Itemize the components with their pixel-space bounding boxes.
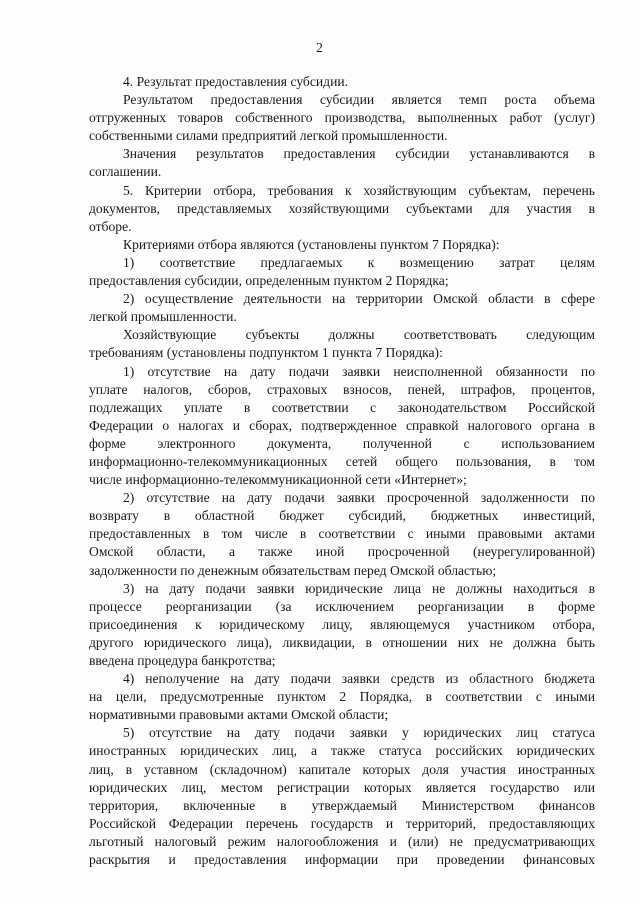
text-line: введена процедура банкротства; bbox=[89, 653, 276, 668]
text-line: документов, представляемых хозяйствующими субъектами для участия в bbox=[89, 200, 595, 216]
text-line: Значения результатов предоставления субсидии устанавливаются в bbox=[123, 146, 595, 162]
text-line: 4) неполучение на дату подачи заявки средств из областного бюджета bbox=[123, 671, 595, 687]
text-line: процессе реорганизации (за исключением реорганизации в форме bbox=[89, 598, 595, 614]
text-line: предоставленных в том числе в соответствии с иными правовыми актами bbox=[89, 526, 595, 542]
text-line: числе информационно-телекоммуникационной сети «Интернет»; bbox=[89, 472, 467, 488]
text-line: собственными силами предприятий легкой промышленности. bbox=[89, 128, 448, 144]
text-line: Результатом предоставления субсидии является темп роста объема bbox=[123, 92, 595, 108]
text-line: отгруженных товаров собственного производства, выполненных работ (услуг) bbox=[89, 110, 595, 126]
text-line: 1) отсутствие на дату подачи заявки неисполненной обязанности по bbox=[123, 363, 595, 379]
text-line: нормативными правовыми актами Омской области; bbox=[89, 707, 389, 723]
text-line: требованиям (установлены подпунктом 1 пункта 7 Порядка): bbox=[89, 345, 443, 361]
document-body bbox=[89, 73, 595, 869]
text-line: Федерации о налогах и сборах, подтвержденное справкой налогового органа в bbox=[89, 417, 595, 433]
text-line: лиц, в уставном (складочном) капитале которых доля участия иностранных bbox=[89, 761, 595, 777]
text-line: раскрытия и предоставления информации при проведении финансовых bbox=[89, 852, 595, 868]
text-line: информационно-телекоммуникационных сетей общего пользования, в том bbox=[89, 453, 595, 469]
text-line: 3) на дату подачи заявки юридические лица не должны находиться в bbox=[123, 580, 595, 596]
text-line: иностранных юридических лиц, а также статуса российских юридических bbox=[89, 743, 595, 759]
text-line: 2) осуществление деятельности на территории Омской области в сфере bbox=[123, 291, 595, 307]
text-line: уплате налогов, сборов, страховых взносов, пеней, штрафов, процентов, bbox=[89, 381, 595, 397]
text-line: присоединения к юридическому лицу, являющемуся участником отбора, bbox=[89, 616, 595, 632]
text-line: соглашении. bbox=[89, 164, 162, 180]
text-line: форме электронного документа, полученной с использованием bbox=[89, 435, 595, 451]
text-line: легкой промышленности. bbox=[89, 309, 237, 325]
text-line: на цели, предусмотренные пунктом 2 Порядка, в соответствии с иными bbox=[89, 689, 595, 705]
text-line: юридических лиц, местом регистрации которых является государство или bbox=[89, 779, 595, 795]
page-number: 2 bbox=[316, 40, 323, 55]
text-line: Омской области, а также иной просроченной (неурегулированной) bbox=[89, 544, 595, 560]
text-line: 1) соответствие предлагаемых к возмещению затрат целям bbox=[123, 254, 595, 270]
text-line: подлежащих уплате в соответствии с законодательством Российской bbox=[89, 399, 595, 415]
text-line: предоставления субсидии, определенным пунктом 2 Порядка; bbox=[89, 273, 449, 289]
text-line: отборе. bbox=[89, 218, 132, 234]
text-line: 4. Результат предоставления субсидии. bbox=[123, 74, 349, 89]
text-line: задолженности по денежным обязательствам перед Омской областью; bbox=[89, 562, 497, 578]
text-line: территория, включенные в утверждаемый Министерством финансов bbox=[89, 797, 595, 813]
text-line: 5) отсутствие на дату подачи заявки у юридических лиц статуса bbox=[123, 725, 595, 741]
text-line: Хозяйствующие субъекты должны соответствовать следующим bbox=[123, 327, 595, 343]
text-line: другого юридического лица), ликвидации, в отношении них не должна быть bbox=[89, 634, 595, 650]
text-line: 5. Критерии отбора, требования к хозяйствующим субъектам, перечень bbox=[123, 182, 595, 198]
text-line: Российской Федерации перечень государств и территорий, предоставляющих bbox=[89, 815, 595, 831]
text-line: 2) отсутствие на дату подачи заявки просроченной задолженности по bbox=[123, 490, 595, 506]
text-line: возврату в областной бюджет субсидий, бюджетных инвестиций, bbox=[89, 508, 595, 524]
text-line: льготный налоговый режим налогообложения и (или) не предусматривающих bbox=[89, 833, 595, 849]
text-line: Критериями отбора являются (установлены пунктом 7 Порядка): bbox=[123, 236, 500, 252]
